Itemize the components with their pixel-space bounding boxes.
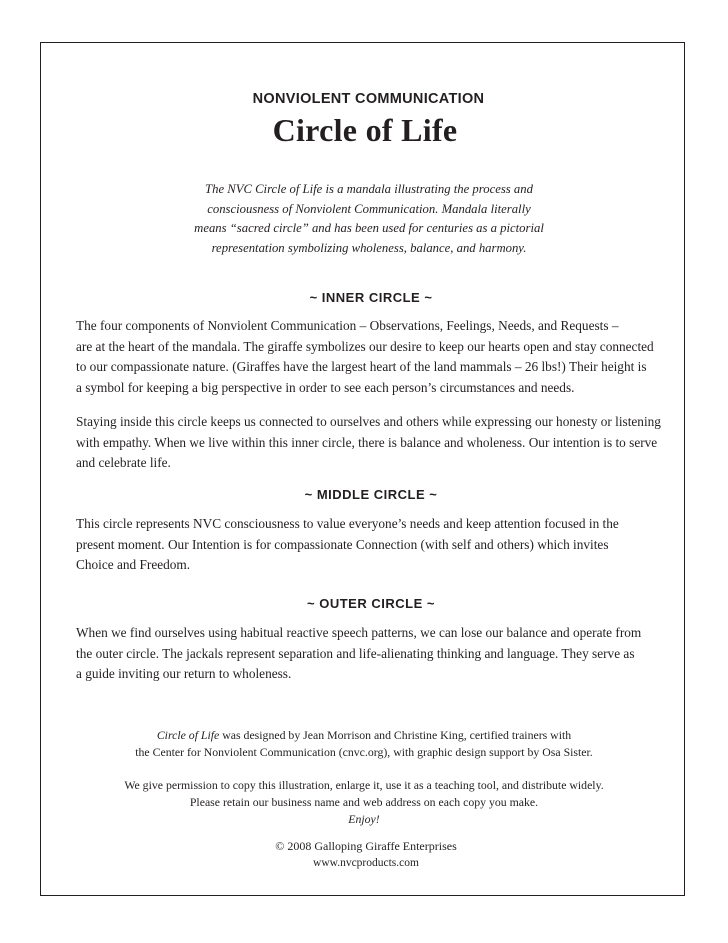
intro-line: The NVC Circle of Life is a mandala illustrating the process and	[205, 182, 533, 196]
paragraph-line: This circle represents NVC consciousness to value everyone’s needs and keep attention focused in the	[76, 516, 619, 531]
enjoy-italic: Enjoy!	[348, 812, 380, 826]
intro-line: representation symbolizing wholeness, balance, and harmony.	[211, 240, 527, 255]
website-text: www.nvcproducts.com	[313, 857, 419, 869]
paragraph-line: are at the heart of the mandala. The giraffe symbolizes our desire to keep our hearts open and stay connected	[76, 338, 654, 354]
paragraph-line: The four components of Nonviolent Communication – Observations, Feelings, Needs, and Requests –	[76, 318, 619, 333]
paragraph-line: and celebrate life.	[76, 455, 171, 470]
intro-paragraph	[0, 180, 728, 258]
footer	[0, 838, 728, 872]
work-title: Circle of Life	[156, 728, 220, 742]
inner-circle-heading: ~ INNER CIRCLE ~	[309, 290, 433, 305]
paragraph-line: a symbol for keeping a big perspective in order to see each person’s circumstances and needs.	[76, 379, 575, 395]
credit-line: the Center for Nonviolent Communication (cnvc.org), with graphic design support by Osa Sister.	[135, 745, 593, 759]
paragraph-line: present moment. Our Intention is for compassionate Connection (with self and others) which invites	[76, 536, 609, 552]
inner-circle-paragraph-1	[76, 316, 654, 398]
permission-line: We give permission to copy this illustration, enlarge it, use it as a teaching tool, and distribute widely.	[124, 778, 604, 792]
intro-line: consciousness of Nonviolent Communication. Mandala literally	[207, 201, 531, 216]
permission-line: Please retain our business name and web address on each copy you make.	[189, 795, 539, 809]
copyright-text: © 2008 Galloping Giraffe Enterprises	[275, 839, 457, 853]
header-overline: NONVIOLENT COMMUNICATION	[252, 91, 485, 107]
middle-circle-heading: ~ MIDDLE CIRCLE ~	[304, 487, 438, 502]
design-credit	[0, 727, 728, 761]
page-title: Circle of Life	[272, 112, 458, 148]
outer-circle-heading: ~ OUTER CIRCLE ~	[307, 596, 435, 611]
paragraph-line: the outer circle. The jackals represent separation and life-alienating thinking and language. They serve as	[76, 645, 635, 661]
paragraph-line: a guide inviting our return to wholeness.	[76, 666, 292, 681]
paragraph-line: with empathy. When we live within this inner circle, there is balance and wholeness. Our intention is to serve	[76, 434, 658, 450]
credit-line	[0, 727, 728, 744]
paragraph-line: Staying inside this circle keeps us connected to ourselves and others while expressing our honesty or listening	[76, 414, 661, 429]
paragraph-line: Choice and Freedom.	[76, 557, 191, 572]
intro-line: means “sacred circle” and has been used for centuries as a pictorial	[194, 221, 544, 235]
middle-circle-paragraph	[76, 514, 619, 576]
inner-circle-paragraph-2	[76, 412, 661, 474]
permission-notice	[0, 777, 728, 828]
credit-line-text: was designed by Jean Morrison and Christine King, certified trainers with	[219, 728, 572, 742]
paragraph-line: to our compassionate nature. (Giraffes have the largest heart of the land mammals – 26 lbs!) Their height is	[76, 359, 647, 374]
paragraph-line: When we find ourselves using habitual reactive speech patterns, we can lose our balance and operate from	[76, 625, 642, 640]
enjoy-text	[0, 811, 728, 828]
outer-circle-paragraph	[76, 623, 641, 685]
